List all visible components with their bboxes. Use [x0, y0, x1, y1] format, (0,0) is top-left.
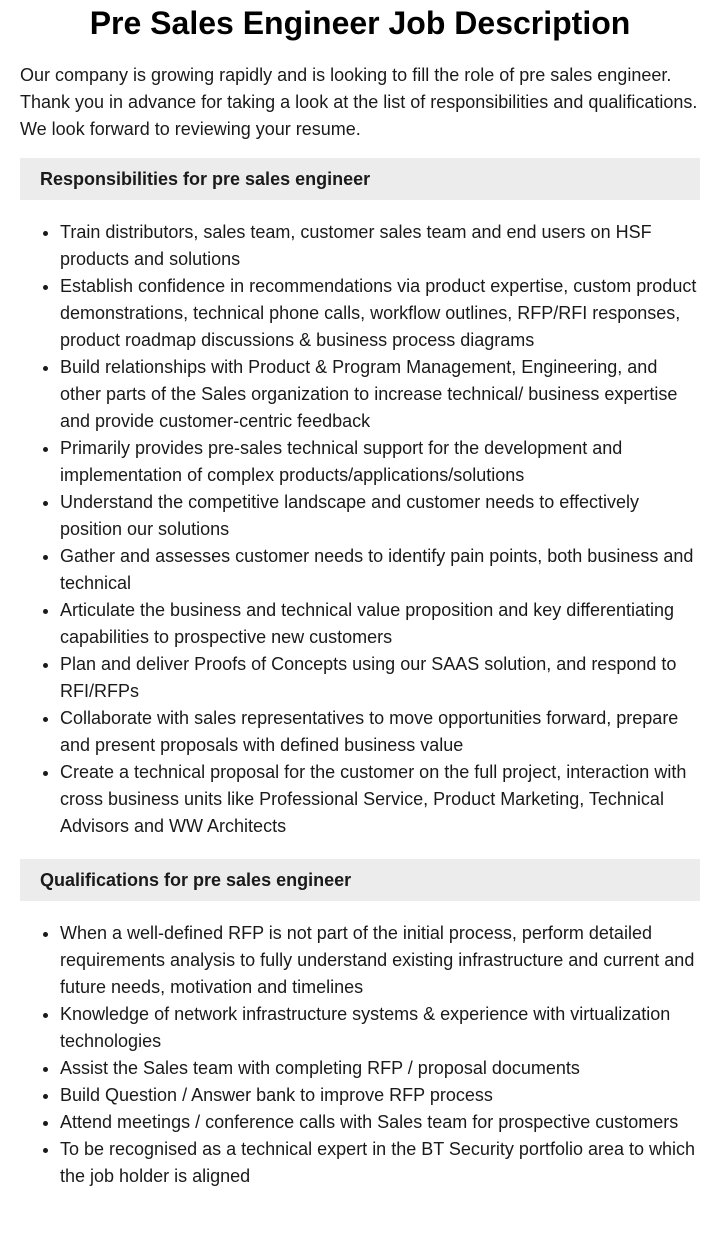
- responsibility-item: • Build relationships with Product & Program Management, Engineering, and other parts of the Sales organization to increase technical/ business expertise and provide customer-centric feedback: [60, 354, 700, 435]
- responsibility-item: • Primarily provides pre-sales technical support for the development and implementation of complex products/applications/solutions: [60, 435, 700, 489]
- responsibility-item: • Establish confidence in recommendations via product expertise, custom product demonstrations, technical phone calls, workflow outlines, RFP/RFI responses, product roadmap discussions & business process diagrams: [60, 273, 700, 354]
- responsibility-item: • Plan and deliver Proofs of Concepts using our SAAS solution, and respond to RFI/RFPs: [60, 651, 700, 705]
- qualification-item: • Knowledge of network infrastructure systems & experience with virtualization technologies: [60, 1001, 700, 1055]
- responsibilities-list: [20, 219, 700, 840]
- responsibilities-heading: Responsibilities for pre sales engineer: [20, 158, 700, 200]
- responsibility-item: • Articulate the business and technical value proposition and key differentiating capabilities to prospective new customers: [60, 597, 700, 651]
- qualifications-heading: Qualifications for pre sales engineer: [20, 859, 700, 901]
- responsibility-item: • Collaborate with sales representatives to move opportunities forward, prepare and present proposals with defined business value: [60, 705, 700, 759]
- responsibility-item: • Understand the competitive landscape and customer needs to effectively position our solutions: [60, 489, 700, 543]
- responsibility-item: • Create a technical proposal for the customer on the full project, interaction with cross business units like Professional Service, Product Marketing, Technical Advisors and WW Architects: [60, 759, 700, 840]
- qualification-item: • Attend meetings / conference calls with Sales team for prospective customers: [60, 1109, 700, 1136]
- page-title: Pre Sales Engineer Job Description: [89, 5, 631, 41]
- responsibility-item: • Train distributors, sales team, customer sales team and end users on HSF products and solutions: [60, 219, 700, 273]
- responsibility-item: • Gather and assesses customer needs to identify pain points, both business and technical: [60, 543, 700, 597]
- intro-paragraph: Our company is growing rapidly and is looking to fill the role of pre sales engineer. Thank you in advance for taking a look at the list of responsibilities and qualifications. We look forward to reviewing your resume.: [20, 65, 698, 139]
- qualification-item: • To be recognised as a technical expert in the BT Security portfolio area to which the job holder is aligned: [60, 1136, 700, 1190]
- qualifications-list: [20, 920, 700, 1190]
- qualification-item: • When a well-defined RFP is not part of the initial process, perform detailed requirements analysis to fully understand existing infrastructure and current and future needs, motivation and timelines: [60, 920, 700, 1001]
- qualification-item: • Assist the Sales team with completing RFP / proposal documents: [60, 1055, 700, 1082]
- qualification-item: • Build Question / Answer bank to improve RFP process: [60, 1082, 700, 1109]
